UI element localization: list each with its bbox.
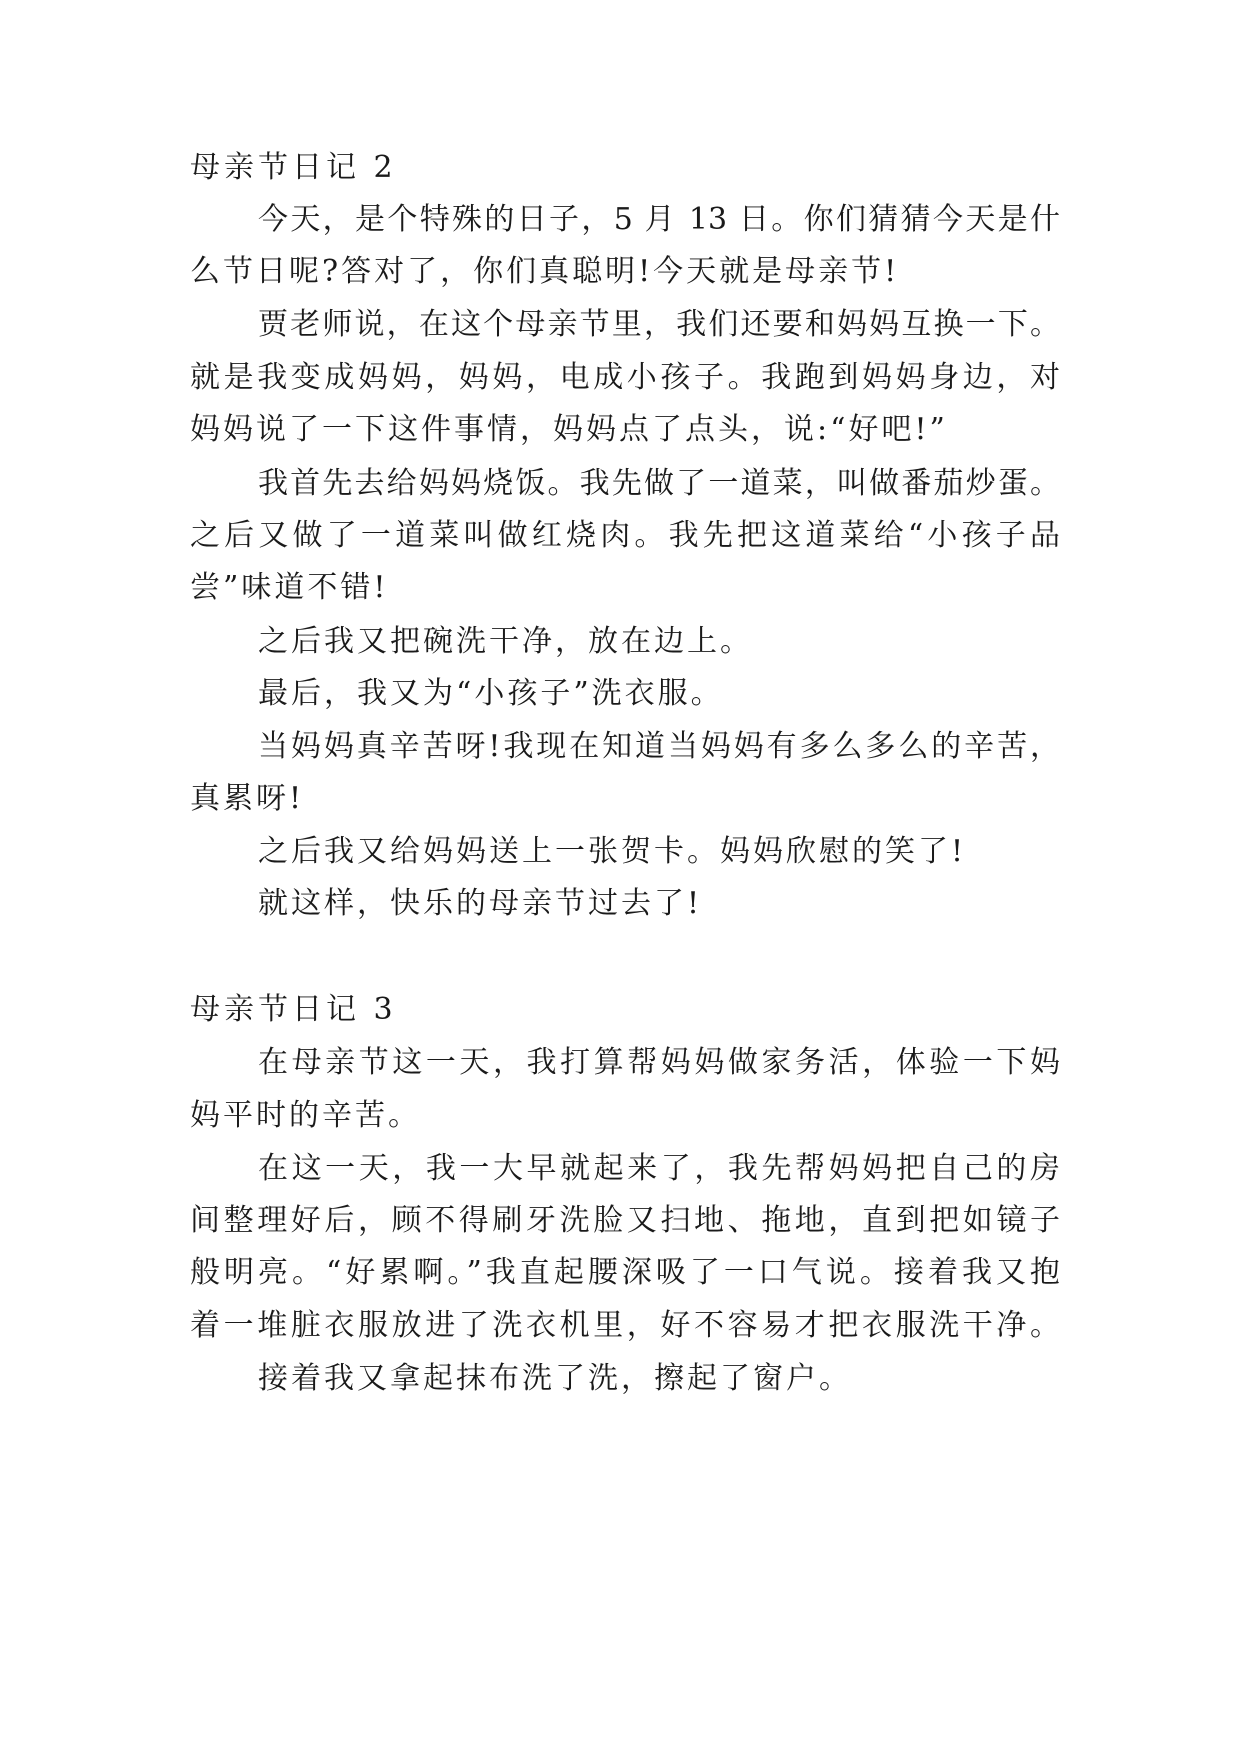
paragraph-line: 在母亲节这一天，我打算帮妈妈做家务活，体验一下妈: [258, 1045, 1060, 1080]
paragraph-line: 间整理好后，顾不得刷牙洗脸又扫地、拖地，直到把如镜子: [190, 1203, 1060, 1238]
section-title: 母亲节日记 3: [190, 992, 397, 1027]
paragraph-line: 之后我又给妈妈送上一张贺卡。妈妈欣慰的笑了!: [258, 834, 967, 869]
paragraph-line: 在这一天，我一大早就起来了，我先帮妈妈把自己的房: [258, 1151, 1060, 1186]
section-title: 母亲节日记 2: [190, 150, 397, 185]
paragraph-line: 尝”味道不错!: [190, 570, 389, 605]
paragraph-line: 就是我变成妈妈，妈妈，电成小孩子。我跑到妈妈身边，对: [190, 360, 1060, 395]
paragraph-line: 之后又做了一道菜叫做红烧肉。我先把这道菜给“小孩子品: [190, 518, 1060, 553]
paragraph-line: 么节日呢?答对了，你们真聪明!今天就是母亲节!: [190, 254, 900, 289]
paragraph-line: 当妈妈真辛苦呀!我现在知道当妈妈有多么多么的辛苦，: [258, 729, 1060, 764]
paragraph-line: 最后，我又为“小孩子”洗衣服。: [258, 676, 724, 711]
paragraph-line: 接着我又拿起抹布洗了洗，擦起了窗户。: [258, 1361, 852, 1396]
paragraph-line: 就这样，快乐的母亲节过去了!: [258, 886, 703, 921]
paragraph-line: 之后我又把碗洗干净，放在边上。: [258, 624, 753, 659]
paragraph-line: 妈平时的辛苦。: [190, 1098, 421, 1133]
paragraph-line: 真累呀!: [190, 781, 305, 816]
paragraph-line: 今天，是个特殊的日子，5 月 13 日。你们猜猜今天是什: [258, 202, 1060, 237]
paragraph-line: 贾老师说，在这个母亲节里，我们还要和妈妈互换一下。: [258, 307, 1060, 342]
paragraph-line: 我首先去给妈妈烧饭。我先做了一道菜，叫做番茄炒蛋。: [258, 466, 1060, 501]
paragraph-line: 妈妈说了一下这件事情，妈妈点了点头，说:“好吧!”: [190, 412, 948, 447]
paragraph-line: 着一堆脏衣服放进了洗衣机里，好不容易才把衣服洗干净。: [190, 1308, 1060, 1343]
paragraph-line: 般明亮。“好累啊。”我直起腰深吸了一口气说。接着我又抱: [190, 1255, 1060, 1290]
